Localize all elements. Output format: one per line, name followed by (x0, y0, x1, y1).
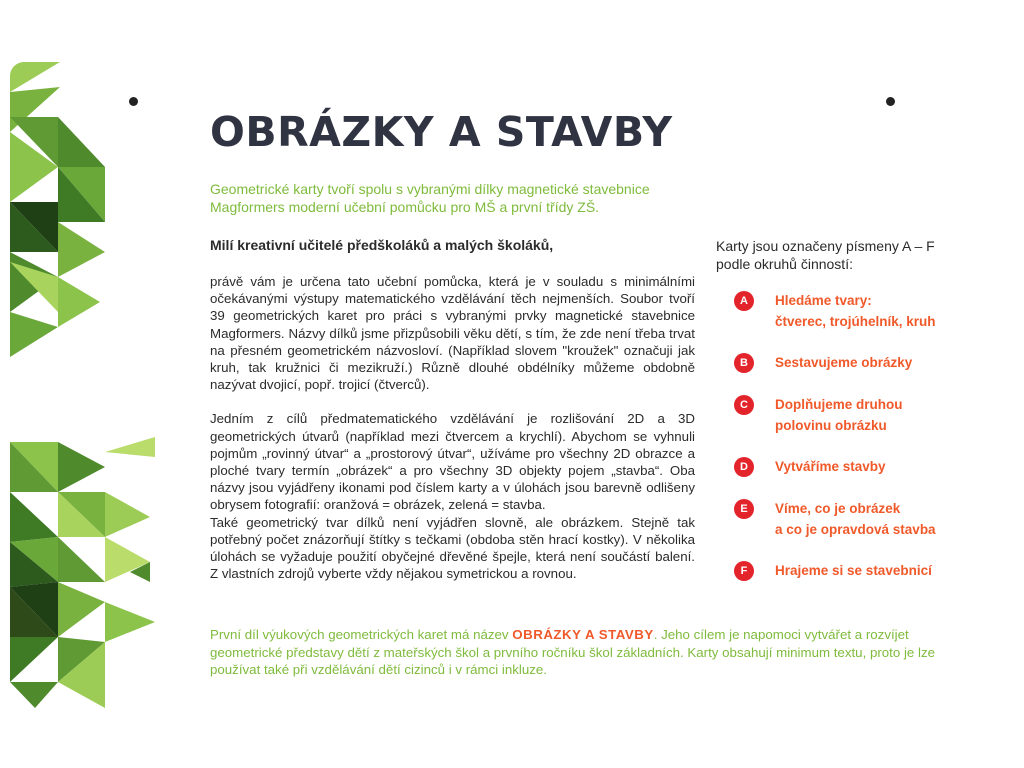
legend-label-e-line2: a co je opravdová stavba (775, 522, 936, 537)
legend-item-e (734, 498, 936, 540)
legend-item-c (734, 394, 903, 436)
footer-text-after: . Jeho cílem je napomoci vytvářet a rozvíjet geometrické představy dětí z mateřských škol a prvního ročníku škol základních. Karty obsahují minimum textu, proto je lze používat také při vzdělávání dětí cizinců i v rámci inkluze. (210, 627, 935, 677)
legend-label-c (775, 394, 903, 436)
legend-label-e-line1: Víme, co je obrázek (775, 501, 901, 516)
legend-label-f (775, 560, 932, 581)
legend-item-b (734, 352, 912, 373)
legend-label-c-line2: polovinu obrázku (775, 418, 887, 433)
badge-e: E (734, 499, 754, 519)
legend-item-a (734, 290, 936, 332)
legend-label-f-line1: Hrajeme si se stavebnicí (775, 563, 932, 578)
footer-text-before: První díl výukových geometrických karet má název (210, 627, 513, 642)
badge-c: C (734, 395, 754, 415)
legend-label-b-line1: Sestavujeme obrázky (775, 355, 913, 370)
badge-a: A (734, 291, 754, 311)
page-title: OBRÁZKY A STAVBY (210, 108, 673, 156)
legend-label-a-line1: Hledáme tvary: (775, 293, 872, 308)
paragraph-1: právě vám je určena tato učební pomůcka, která je v souladu s minimálními očekávanými výstupy matematického vzdělávání těch nejmenších. Soubor tvoří 39 geometrických karet pro práci s vybranými prvky magnetické stavebnice Magformers. Názvy dílků jsme přizpůsobili věku dětí, s tím, že zde není třeba trvat na přesném geometrickém názvosloví. (Například slovem "kroužek" označuji jak kruh, tak kružnici či mezikruží.) Různě dlouhé obdélníky můžeme obdobně nazývat dvojicí, popř. trojicí (čtverců). (210, 274, 695, 393)
punch-hole-left (129, 97, 138, 106)
paragraph-3: Také geometrický tvar dílků není vyjádřen slovně, ale obrázkem. Stejně tak potřebný počet znázorňují štítky s tečkami (obdoba stěn hrací kostky). V několika úlohách se vyžaduje použití obyčejné dřevěné špejle, která není součástí balení. Z vlastních zdrojů vyberte vždy nějakou symetrickou a rovnou. (210, 514, 695, 582)
legend-intro: Karty jsou označeny písmeny A – F podle okruhů činností: (716, 238, 935, 272)
footer-highlight-title: OBRÁZKY A STAVBY (512, 627, 654, 642)
body-text (210, 273, 695, 582)
badge-d: D (734, 457, 754, 477)
legend-label-d (775, 456, 886, 477)
legend-label-c-line1: Doplňujeme druhou (775, 397, 903, 412)
legend-label-b (775, 352, 912, 373)
legend-label-d-line1: Vytváříme stavby (775, 459, 886, 474)
badge-f: F (734, 561, 754, 581)
legend-label-a (775, 290, 936, 332)
footer-text (210, 626, 962, 679)
intro-text: Geometrické karty tvoří spolu s vybranými dílky magnetické stavebnice Magformers moderní učební pomůcku pro MŠ a první třídy ZŠ. (210, 181, 650, 215)
paragraph-2: Jedním z cílů předmatematického vzdělávání je rozlišování 2D a 3D geometrických útvarů (například mezi čtvercem a krychlí). Abychom se vyhnuli pojmům „rovinný útvar“ a „prostorový útvar“, užíváme pro všechny 2D obrazce a ploché tvary termín „obrázek“ a pro všechny 3D objekty pojem „stavba“. Oba názvy jsou vyjádřeny ikonami pod číslem karty a v úlohách jsou barevně odlišeny obrysem fotografií: oranžová = obrázek, zelená = stavba. (210, 411, 695, 513)
legend-label-e (775, 498, 936, 540)
legend-item-f (734, 560, 932, 581)
greeting: Milí kreativní učitelé předškoláků a malých školáků, (210, 237, 554, 253)
legend-item-d (734, 456, 886, 477)
badge-b: B (734, 353, 754, 373)
punch-hole-right (886, 97, 895, 106)
green-triangle-decoration (10, 62, 155, 708)
legend-label-a-line2: čtverec, trojúhelník, kruh (775, 314, 936, 329)
